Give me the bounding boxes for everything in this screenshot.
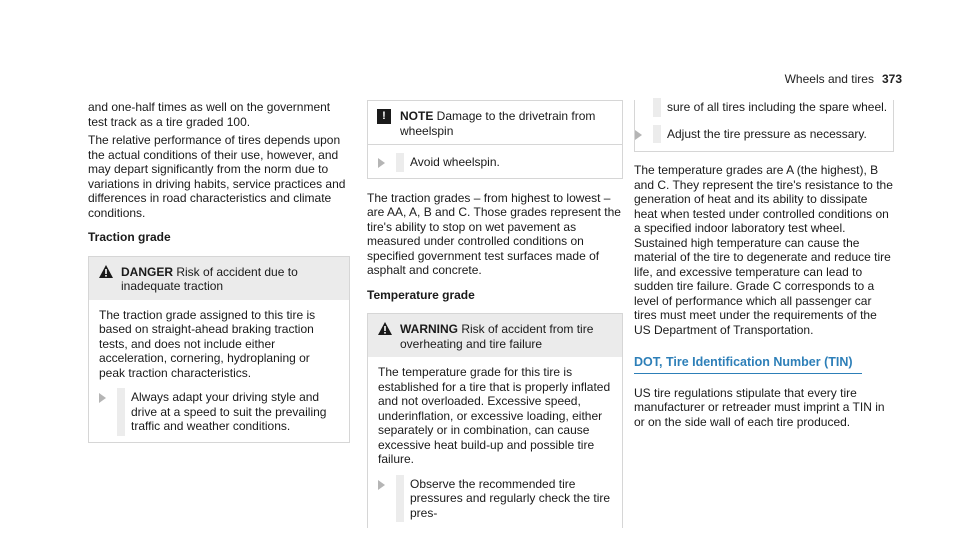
instruction-step	[99, 390, 339, 434]
exclamation-icon: !	[377, 109, 391, 124]
step-arrow-icon	[635, 130, 642, 140]
note-text: Damage to the drivetrain from wheelspin	[400, 109, 596, 138]
note-box	[367, 100, 623, 179]
instruction-step	[378, 155, 612, 170]
note-header	[368, 101, 622, 145]
step-bar	[396, 153, 404, 172]
step-bar	[653, 98, 661, 117]
warning-header	[368, 314, 622, 357]
step-arrow-icon	[378, 158, 385, 168]
paragraph: The temperature grade for this tire is established for a tire that is properly inflated and not overloaded. Excessive speed, underinflation, or excessive loading, either separately or in combination, can cause excessive heat build-up and possible tire failure.	[378, 365, 611, 466]
column-2	[367, 100, 623, 540]
heading-dot-tin: DOT, Tire Identification Number (TIN)	[634, 355, 862, 374]
section-title: Wheels and tires	[784, 72, 874, 86]
paragraph: The temperature grades are A (the highest), B and C. They represent the tire's resistance to the generation of heat and its ability to dissipate heat when tested under controlled conditions on a specified indoor laboratory test wheel. Sustained high temperature can cause the material of the tire to degenerate and reduce tire life, and excessive temperature can lead to sudden tire failure. Grade C corresponds to a level of performance which all passenger car tires must meet under the requirements of the US Department of Transportation.	[634, 163, 893, 337]
note-body	[368, 145, 622, 178]
warning-box	[367, 313, 623, 528]
instruction-continuation	[635, 100, 893, 115]
step-text: sure of all tires including the spare wheel.	[667, 100, 888, 114]
step-arrow-icon	[378, 480, 385, 490]
paragraph: and one-half times as well on the government test track as a tire graded 100.	[88, 100, 331, 129]
step-text: Avoid wheelspin.	[410, 155, 500, 169]
warning-text: Risk of accident from tire overheating and tire failure	[400, 322, 594, 351]
step-bar	[653, 125, 661, 144]
step-text: Always adapt your driving style and drive at a speed to suit the prevailing traffic and weather conditions.	[131, 390, 327, 433]
heading-traction-grade: Traction grade	[88, 230, 171, 244]
heading-temperature-grade: Temperature grade	[367, 287, 475, 302]
step-text: Observe the recommended tire pressures and regularly check the tire pres-	[410, 476, 611, 520]
step-arrow-icon	[99, 393, 106, 403]
danger-keyword: DANGER	[121, 264, 174, 279]
warning-keyword: WARNING	[400, 322, 458, 336]
note-keyword: NOTE	[400, 109, 434, 123]
danger-box	[88, 256, 350, 443]
paragraph: The traction grade assigned to this tire is based on straight-ahead braking traction tests, and does not include either acceleration, cornering, hydroplaning or peak traction characteristics.	[99, 307, 316, 380]
page-header	[785, 72, 902, 86]
instruction-step	[635, 127, 893, 142]
step-text: Adjust the tire pressure as necessary.	[667, 126, 867, 141]
instruction-step	[378, 477, 612, 521]
danger-body	[89, 300, 349, 442]
step-bar	[117, 388, 125, 436]
paragraph: The traction grades – from highest to lowest – are AA, A, B and C. Those grades represent the tire's ability to stop on wet pavement as measured under controlled conditions on specified government test surfaces made of asphalt and concrete.	[367, 190, 621, 277]
paragraph: The relative performance of tires depends upon the actual conditions of their use, however, and may depart significantly from the norm due to variations in driving habits, service practices and differences in road characteristics and climate conditions.	[88, 133, 346, 220]
warning-continuation-box	[634, 100, 894, 152]
warning-triangle-icon	[99, 265, 113, 278]
danger-text: Risk of accident due to inadequate traction	[121, 264, 298, 293]
page-number: 373	[881, 72, 902, 86]
step-bar	[396, 475, 404, 523]
column-3	[634, 100, 894, 152]
column-1	[88, 100, 350, 455]
danger-header	[89, 257, 349, 300]
warning-body	[368, 357, 622, 528]
paragraph: US tire regulations stipulate that every tire manufacturer or retreader must imprint a TIN in or on the side wall of each tire produced.	[634, 385, 885, 429]
warning-triangle-icon	[378, 322, 392, 335]
column-3-body	[634, 163, 894, 433]
